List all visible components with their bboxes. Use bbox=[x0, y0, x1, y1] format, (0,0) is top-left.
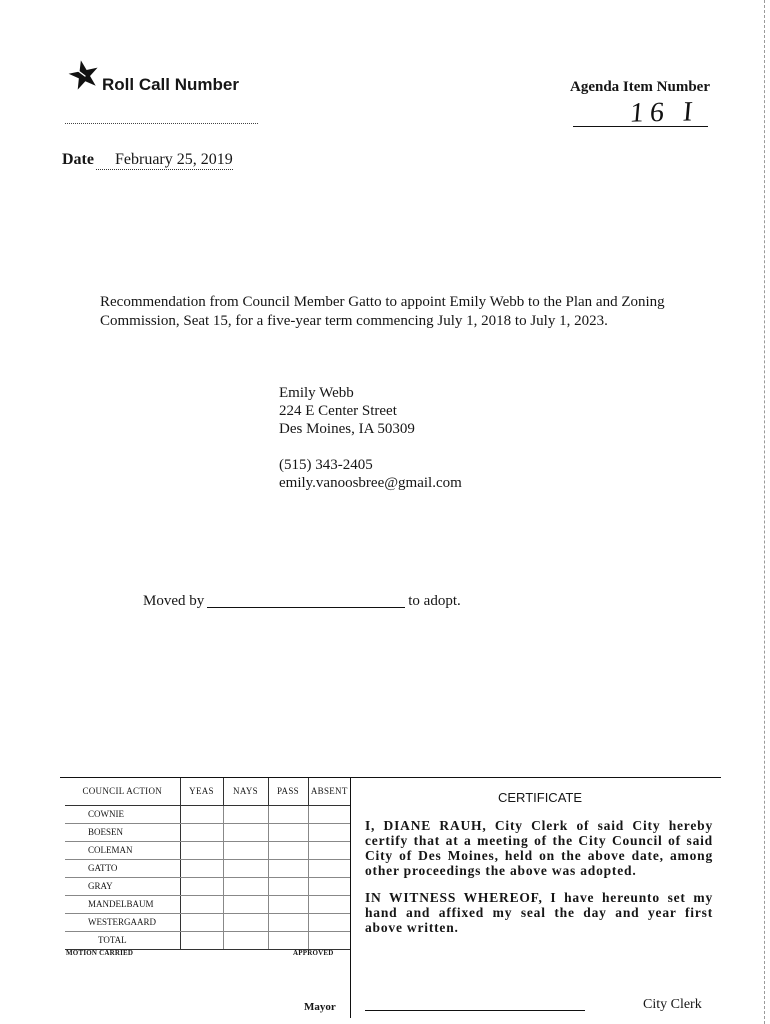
certificate-line: certify that at a meeting of the City Council of said bbox=[365, 833, 713, 848]
pass-cell bbox=[268, 841, 308, 859]
yeas-cell bbox=[180, 859, 223, 877]
member-name: GATTO bbox=[65, 859, 180, 877]
certificate-paragraph bbox=[365, 818, 713, 878]
member-row bbox=[65, 805, 350, 823]
witness-line: above written. bbox=[365, 920, 459, 935]
certificate-line: City of Des Moines, held on the above date, among bbox=[365, 848, 713, 863]
moved-by-blank-line bbox=[207, 594, 405, 608]
absent-cell bbox=[308, 805, 350, 823]
moved-by-label: Moved by bbox=[143, 593, 205, 609]
absent-cell bbox=[308, 895, 350, 913]
date-value: February 25, 2019 bbox=[96, 151, 233, 170]
agenda-item-number-value: 16 I bbox=[628, 96, 700, 129]
moved-by-row bbox=[143, 592, 461, 610]
yeas-cell bbox=[180, 877, 223, 895]
recommendation-text: Recommendation from Council Member Gatto to appoint Emily Webb to the Plan and Zoning Commission, Seat 15, for a five-year term commencing July 1, 2018 to July 1, 2023. bbox=[100, 294, 665, 329]
total-row bbox=[65, 931, 350, 949]
column-header-absent: ABSENT bbox=[308, 778, 350, 805]
absent-cell bbox=[308, 841, 350, 859]
column-header-council-action: COUNCIL ACTION bbox=[65, 778, 180, 805]
yeas-total-cell bbox=[180, 931, 223, 949]
appointee-name: Emily Webb bbox=[279, 385, 354, 401]
member-row bbox=[65, 823, 350, 841]
absent-cell bbox=[308, 913, 350, 931]
date-label: Date bbox=[62, 151, 94, 168]
scan-edge-line bbox=[764, 0, 765, 1024]
agenda-item-number-label: Agenda Item Number bbox=[570, 79, 710, 95]
pass-cell bbox=[268, 805, 308, 823]
witness-line: IN WITNESS WHEREOF, I have hereunto set my bbox=[365, 890, 713, 905]
nays-cell bbox=[223, 805, 268, 823]
appointee-phone: (515) 343-2405 bbox=[279, 457, 373, 473]
yeas-cell bbox=[180, 895, 223, 913]
section-vertical-divider bbox=[350, 777, 351, 1018]
agenda-item-number-underline bbox=[573, 126, 708, 127]
appointee-street: 224 E Center Street bbox=[279, 403, 397, 419]
absent-cell bbox=[308, 859, 350, 877]
certificate-line: other proceedings the above was adopted. bbox=[365, 863, 637, 878]
yeas-cell bbox=[180, 841, 223, 859]
nays-total-cell bbox=[223, 931, 268, 949]
nays-cell bbox=[223, 841, 268, 859]
column-header-pass: PASS bbox=[268, 778, 308, 805]
pass-cell bbox=[268, 913, 308, 931]
pass-cell bbox=[268, 859, 308, 877]
member-row bbox=[65, 859, 350, 877]
member-name: GRAY bbox=[65, 877, 180, 895]
roll-call-number-label: Roll Call Number bbox=[102, 75, 239, 94]
yeas-cell bbox=[180, 805, 223, 823]
member-row bbox=[65, 841, 350, 859]
pass-cell bbox=[268, 895, 308, 913]
appointee-city-state-zip: Des Moines, IA 50309 bbox=[279, 421, 415, 437]
absent-cell bbox=[308, 823, 350, 841]
nays-cell bbox=[223, 859, 268, 877]
column-header-yeas: YEAS bbox=[180, 778, 223, 805]
pass-total-cell bbox=[268, 931, 308, 949]
yeas-cell bbox=[180, 913, 223, 931]
member-row bbox=[65, 913, 350, 931]
member-row bbox=[65, 877, 350, 895]
nays-cell bbox=[223, 823, 268, 841]
city-clerk-label: City Clerk bbox=[643, 997, 702, 1012]
mayor-label: Mayor bbox=[304, 1001, 336, 1013]
motion-carried-label: MOTION CARRIED bbox=[66, 949, 134, 957]
witness-line: hand and affixed my seal the day and year first bbox=[365, 905, 713, 920]
roll-call-number-field bbox=[65, 123, 258, 124]
column-header-nays: NAYS bbox=[223, 778, 268, 805]
nays-cell bbox=[223, 913, 268, 931]
certificate-line: I, DIANE RAUH, City Clerk of said City hereby bbox=[365, 818, 713, 833]
absent-total-cell bbox=[308, 931, 350, 949]
member-name: BOESEN bbox=[65, 823, 180, 841]
approved-label: APPROVED bbox=[293, 949, 334, 957]
absent-cell bbox=[308, 877, 350, 895]
member-name: MANDELBAUM bbox=[65, 895, 180, 913]
member-name: COWNIE bbox=[65, 805, 180, 823]
member-name: COLEMAN bbox=[65, 841, 180, 859]
appointee-address-block bbox=[279, 384, 462, 492]
nays-cell bbox=[223, 895, 268, 913]
to-adopt-label: to adopt. bbox=[408, 593, 461, 609]
star-icon bbox=[68, 59, 100, 91]
appointee-email: emily.vanoosbree@gmail.com bbox=[279, 475, 462, 491]
member-row bbox=[65, 895, 350, 913]
pass-cell bbox=[268, 877, 308, 895]
member-name: WESTERGAARD bbox=[65, 913, 180, 931]
city-clerk-signature-line bbox=[365, 1010, 585, 1011]
yeas-cell bbox=[180, 823, 223, 841]
nays-cell bbox=[223, 877, 268, 895]
certificate-title: CERTIFICATE bbox=[497, 790, 583, 805]
pass-cell bbox=[268, 823, 308, 841]
council-action-table bbox=[65, 778, 350, 950]
total-label: TOTAL bbox=[65, 931, 180, 949]
council-action-header-row bbox=[65, 778, 350, 805]
witness-paragraph bbox=[365, 890, 713, 935]
